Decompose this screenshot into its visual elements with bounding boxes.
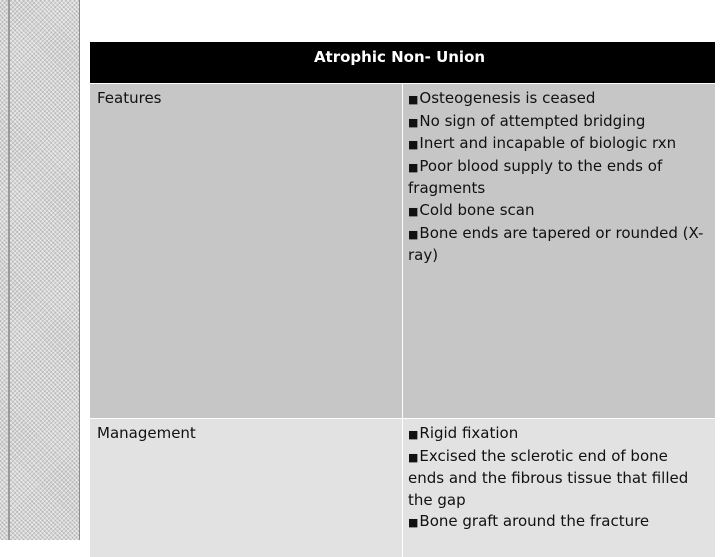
list-item: ■No sign of attempted bridging bbox=[408, 111, 646, 130]
row-label-management: Management bbox=[90, 419, 402, 557]
row-label-features: Features bbox=[90, 84, 402, 418]
list-item: ■Excised the sclerotic end of bone ends and the fibrous tissue that filled the gap bbox=[408, 446, 689, 509]
features-list bbox=[403, 84, 715, 418]
management-list bbox=[403, 419, 715, 557]
square-bullet-icon: ■ bbox=[408, 160, 419, 174]
square-bullet-icon: ■ bbox=[408, 204, 419, 218]
side-strip-edge-line bbox=[8, 0, 10, 540]
nonunion-table bbox=[90, 42, 715, 531]
list-item: ■Bone graft around the fracture bbox=[408, 512, 650, 531]
square-bullet-icon: ■ bbox=[408, 93, 419, 106]
list-item: ■Rigid fixation bbox=[408, 424, 519, 442]
table-title: Atrophic Non- Union bbox=[313, 48, 486, 66]
list-item: ■Poor blood supply to the ends of fragments bbox=[408, 156, 663, 198]
table-header bbox=[90, 42, 715, 83]
list-item: ■Osteogenesis is ceased bbox=[408, 89, 596, 107]
square-bullet-icon: ■ bbox=[408, 428, 419, 441]
table-row-features bbox=[90, 84, 715, 418]
square-bullet-icon: ■ bbox=[408, 115, 419, 129]
table-row-management bbox=[90, 419, 715, 557]
square-bullet-icon: ■ bbox=[408, 450, 419, 464]
list-item: ■Bone ends are tapered or rounded (X-ray) bbox=[408, 223, 704, 265]
square-bullet-icon: ■ bbox=[408, 138, 419, 152]
list-item: ■Inert and incapable of biologic rxn bbox=[408, 134, 677, 153]
square-bullet-icon: ■ bbox=[408, 516, 419, 530]
decorative-side-strip bbox=[0, 0, 80, 540]
square-bullet-icon: ■ bbox=[408, 227, 419, 241]
list-item: ■Cold bone scan bbox=[408, 200, 535, 219]
